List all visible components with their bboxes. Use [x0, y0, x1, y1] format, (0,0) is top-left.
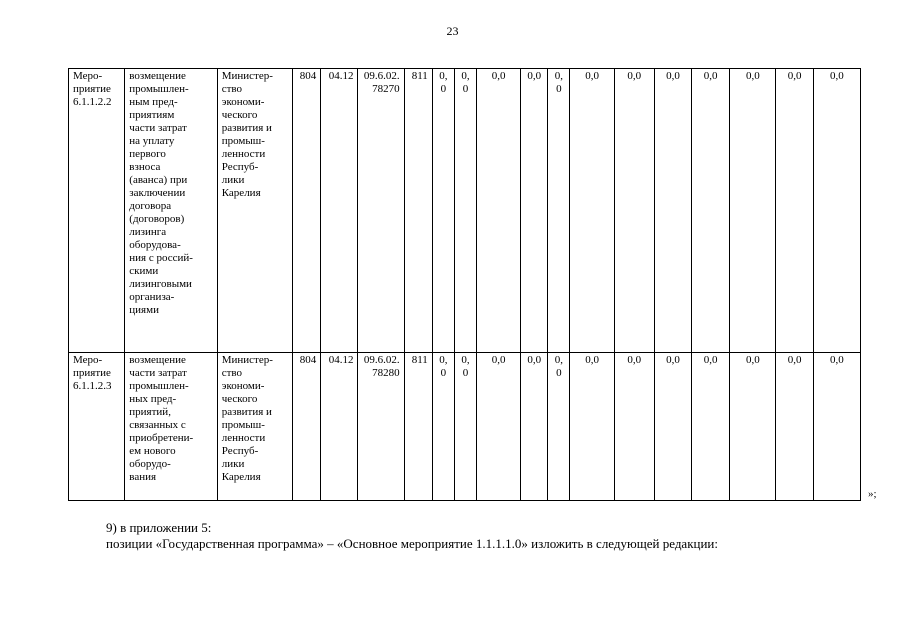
value-cell: 0,0	[477, 353, 521, 501]
event-name-cell-line: 6.1.1.2.3	[73, 380, 112, 392]
value-cell: 0,0	[813, 69, 860, 353]
csr-code-cell-line: 78270	[372, 83, 400, 95]
event-description-cell-line: на уплату	[129, 135, 175, 147]
responsible-executor-cell-line: Респуб-	[221, 161, 259, 173]
responsible-executor-cell-line: экономи-	[221, 380, 265, 392]
responsible-executor-cell-line: экономи-	[221, 96, 265, 108]
event-description-cell-line: оборудо-	[129, 458, 171, 470]
value-cell: 0,0	[776, 69, 813, 353]
value-cell: 0,0	[654, 69, 691, 353]
responsible-executor-cell-line: Министер-	[221, 70, 273, 82]
event-description-cell-line: заключении	[129, 187, 186, 199]
event-name-cell-line: Меро-	[73, 70, 103, 82]
responsible-executor-cell-line: Карелия	[221, 187, 261, 199]
table-row	[69, 353, 861, 501]
responsible-executor-cell	[217, 353, 292, 501]
value-cell: 0,0	[454, 353, 476, 501]
rzpr-code-cell: 04.12	[321, 353, 358, 501]
event-description-cell-line: ния с россий-	[129, 252, 193, 264]
value-cell: 0,0	[454, 69, 476, 353]
table-body	[69, 69, 861, 501]
event-description-cell-line: промышлен-	[129, 83, 189, 95]
event-description-cell-line: ных пред-	[129, 393, 177, 405]
event-description-cell-line: лизинга	[129, 226, 167, 238]
event-description-cell-line: приятий,	[129, 406, 171, 418]
csr-code-cell-line: 09.6.02.	[363, 70, 400, 82]
event-description-cell-line: (договоров)	[129, 213, 185, 225]
value-cell: 0,0	[692, 353, 730, 501]
responsible-executor-cell-line: Карелия	[221, 471, 261, 483]
event-description-cell-line: циями	[129, 304, 159, 316]
event-description-cell-line: организа-	[129, 291, 175, 303]
responsible-executor-cell-line: развития и	[221, 406, 272, 418]
responsible-executor-cell-line: ство	[221, 367, 243, 379]
value-cell: 0,0	[654, 353, 691, 501]
event-description-cell-line: лизинговыми	[129, 278, 192, 290]
page-number: 23	[446, 24, 459, 38]
event-description-cell-line: приятиям	[129, 109, 175, 121]
responsible-executor-cell-line: ленности	[221, 148, 266, 160]
value-cell: 0,0	[521, 69, 548, 353]
event-description-cell-line: договора	[129, 200, 172, 212]
event-name-cell-line: Меро-	[73, 354, 103, 366]
value-cell: 0,0	[692, 69, 730, 353]
event-description-cell-line: приобретени-	[129, 432, 194, 444]
event-description-cell-line: вания	[129, 471, 157, 483]
value-cell: 0,0	[477, 69, 521, 353]
event-description-cell-line: оборудова-	[129, 239, 181, 251]
grbs-code-cell: 804	[293, 353, 321, 501]
event-description-cell-line: части затрат	[129, 122, 187, 134]
csr-code-cell-line: 78280	[372, 367, 400, 379]
responsible-executor-cell-line: ческого	[221, 109, 258, 121]
event-name-cell-line: 6.1.1.2.2	[73, 96, 112, 108]
value-cell: 0,0	[776, 353, 813, 501]
paragraph-line-1: 9) в приложении 5:	[106, 520, 212, 535]
event-name-cell	[69, 353, 125, 501]
vr-code-cell: 811	[404, 69, 432, 353]
event-name-cell	[69, 69, 125, 353]
responsible-executor-cell-line: Министер-	[221, 354, 273, 366]
vr-code-cell: 811	[404, 353, 432, 501]
value-cell: 0,0	[730, 69, 776, 353]
event-description-cell-line: части затрат	[129, 367, 187, 379]
grbs-code-cell: 804	[293, 69, 321, 353]
rzpr-code-cell: 04.12	[321, 69, 358, 353]
event-description-cell-line: возмещение	[129, 354, 186, 366]
responsible-executor-cell-line: ство	[221, 83, 243, 95]
event-description-cell-line: взноса	[129, 161, 161, 173]
paragraph-line-2: позиции «Государственная программа» – «Основное мероприятие 1.1.1.1.0» изложить в следующей редакции:	[106, 536, 719, 551]
responsible-executor-cell-line: лики	[221, 174, 245, 186]
event-name-cell-line: приятие	[73, 367, 111, 379]
csr-code-cell-line: 09.6.02.	[363, 354, 400, 366]
responsible-executor-cell-line: развития и	[221, 122, 272, 134]
event-description-cell-line: первого	[129, 148, 166, 160]
responsible-executor-cell	[217, 69, 292, 353]
csr-code-cell	[358, 353, 404, 501]
value-cell: 0,0	[548, 69, 570, 353]
value-cell: 0,0	[614, 353, 654, 501]
closing-quote: »;	[868, 488, 877, 500]
responsible-executor-cell-line: промыш-	[221, 419, 265, 431]
event-description-cell-line: ем нового	[129, 445, 176, 457]
event-description-cell-line: ным пред-	[129, 96, 178, 108]
responsible-executor-cell-line: промыш-	[221, 135, 265, 147]
value-cell: 0,0	[548, 353, 570, 501]
value-cell: 0,0	[570, 69, 614, 353]
event-description-cell-line: (аванса) при	[129, 174, 188, 186]
event-description-cell-line: связанных с	[129, 419, 186, 431]
event-description-cell-line: промышлен-	[129, 380, 189, 392]
responsible-executor-cell-line: ленности	[221, 432, 266, 444]
budget-table	[68, 68, 861, 501]
value-cell: 0,0	[570, 353, 614, 501]
value-cell: 0,0	[432, 353, 454, 501]
event-description-cell	[125, 69, 217, 353]
responsible-executor-cell-line: лики	[221, 458, 245, 470]
event-description-cell	[125, 353, 217, 501]
responsible-executor-cell-line: Респуб-	[221, 445, 259, 457]
value-cell: 0,0	[813, 353, 860, 501]
event-description-cell-line: возмещение	[129, 70, 186, 82]
responsible-executor-cell-line: ческого	[221, 393, 258, 405]
event-name-cell-line: приятие	[73, 83, 111, 95]
table-row	[69, 69, 861, 353]
event-description-cell-line: скими	[129, 265, 159, 277]
value-cell: 0,0	[614, 69, 654, 353]
csr-code-cell	[358, 69, 404, 353]
value-cell: 0,0	[432, 69, 454, 353]
value-cell: 0,0	[521, 353, 548, 501]
value-cell: 0,0	[730, 353, 776, 501]
